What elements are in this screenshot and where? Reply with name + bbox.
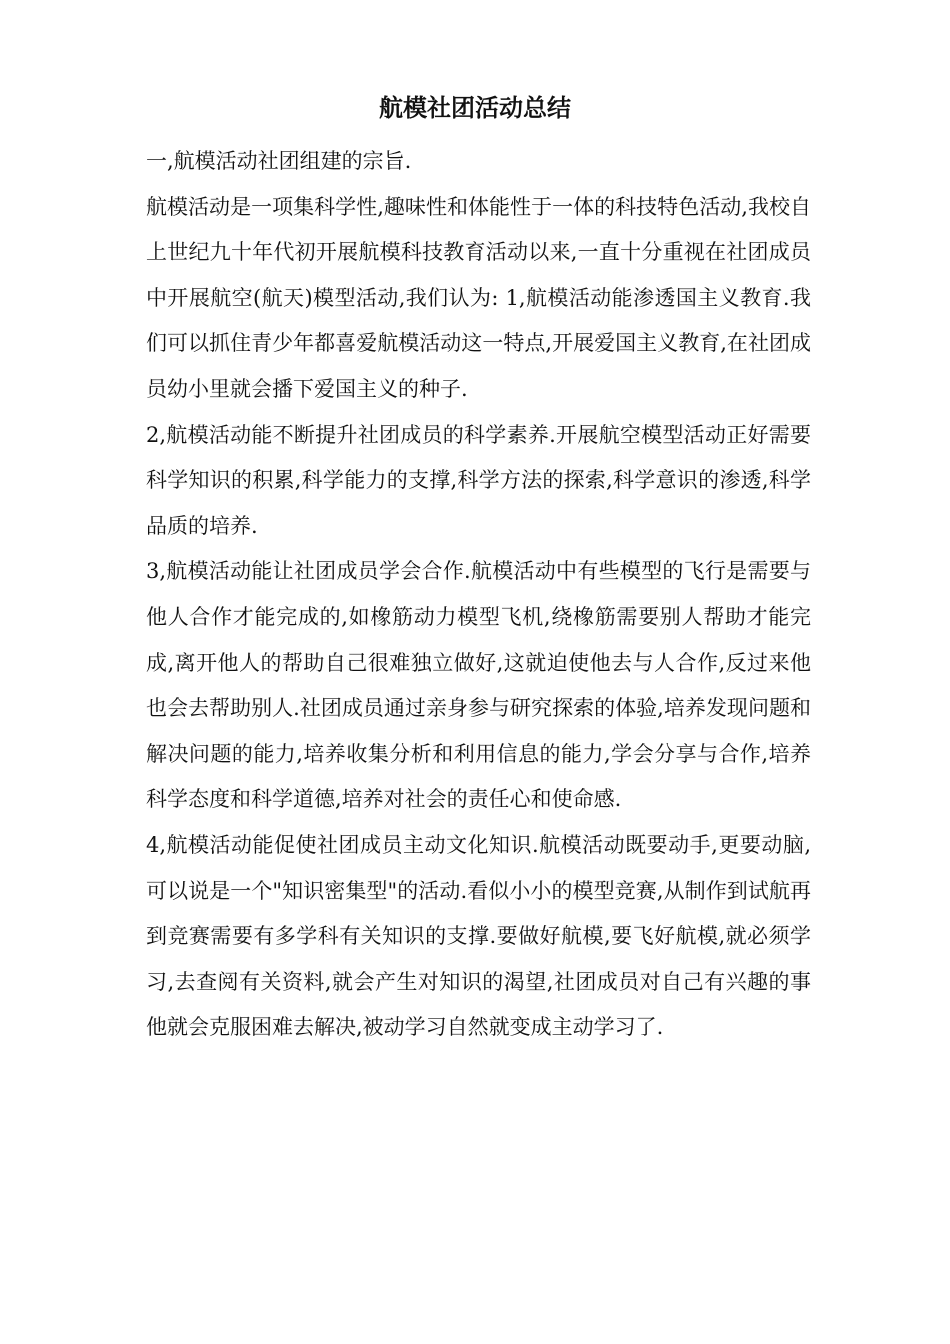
document-title: 航模社团活动总结 [379, 94, 571, 122]
document-body [146, 139, 811, 1051]
paragraph: 航模活动是一项集科学性,趣味性和体能性于一体的科技特色活动,我校自上世纪九十年代初开展航模科技教育活动以来,一直十分重视在社团成员中开展航空(航天)模型活动,我们认为: 1,航模活动能渗透国主义教育.我们可以抓住青少年都喜爱航模活动这一特点,开展爱国主义教育,在社团成员幼小里就会播下爱国主义的种子. [146, 194, 811, 401]
paragraph-heading: 一,航模活动社团组建的宗旨. [146, 149, 412, 173]
paragraph: 2,航模活动能不断提升社团成员的科学素养.开展航空模型活动正好需要科学知识的积累,科学能力的支撑,科学方法的探索,科学意识的渗透,科学品质的培养. [146, 422, 811, 538]
paragraph: 4,航模活动能促使社团成员主动文化知识.航模活动既要动手,更要动脑,可以说是一个"知识密集型"的活动.看似小小的模型竞赛,从制作到试航再到竞赛需要有多学科有关知识的支撑.要做好航模,要飞好航模,就必须学习,去查阅有关资料,就会产生对知识的渴望,社团成员对自己有兴趣的事他就会克服困难去解决,被动学习自然就变成主动学习了. [146, 832, 811, 1040]
paragraph: 3,航模活动能让社团成员学会合作.航模活动中有些模型的飞行是需要与他人合作才能完成的,如橡筋动力模型飞机,绕橡筋需要别人帮助才能完成,离开他人的帮助自己很难独立做好,这就迫使他去与人合作,反过来他也会去帮助别人.社团成员通过亲身参与研究探索的体验,培养发现问题和解决问题的能力,培养收集分析和利用信息的能力,学会分享与合作,培养科学态度和科学道德,培养对社会的责任心和使命感. [146, 559, 811, 812]
